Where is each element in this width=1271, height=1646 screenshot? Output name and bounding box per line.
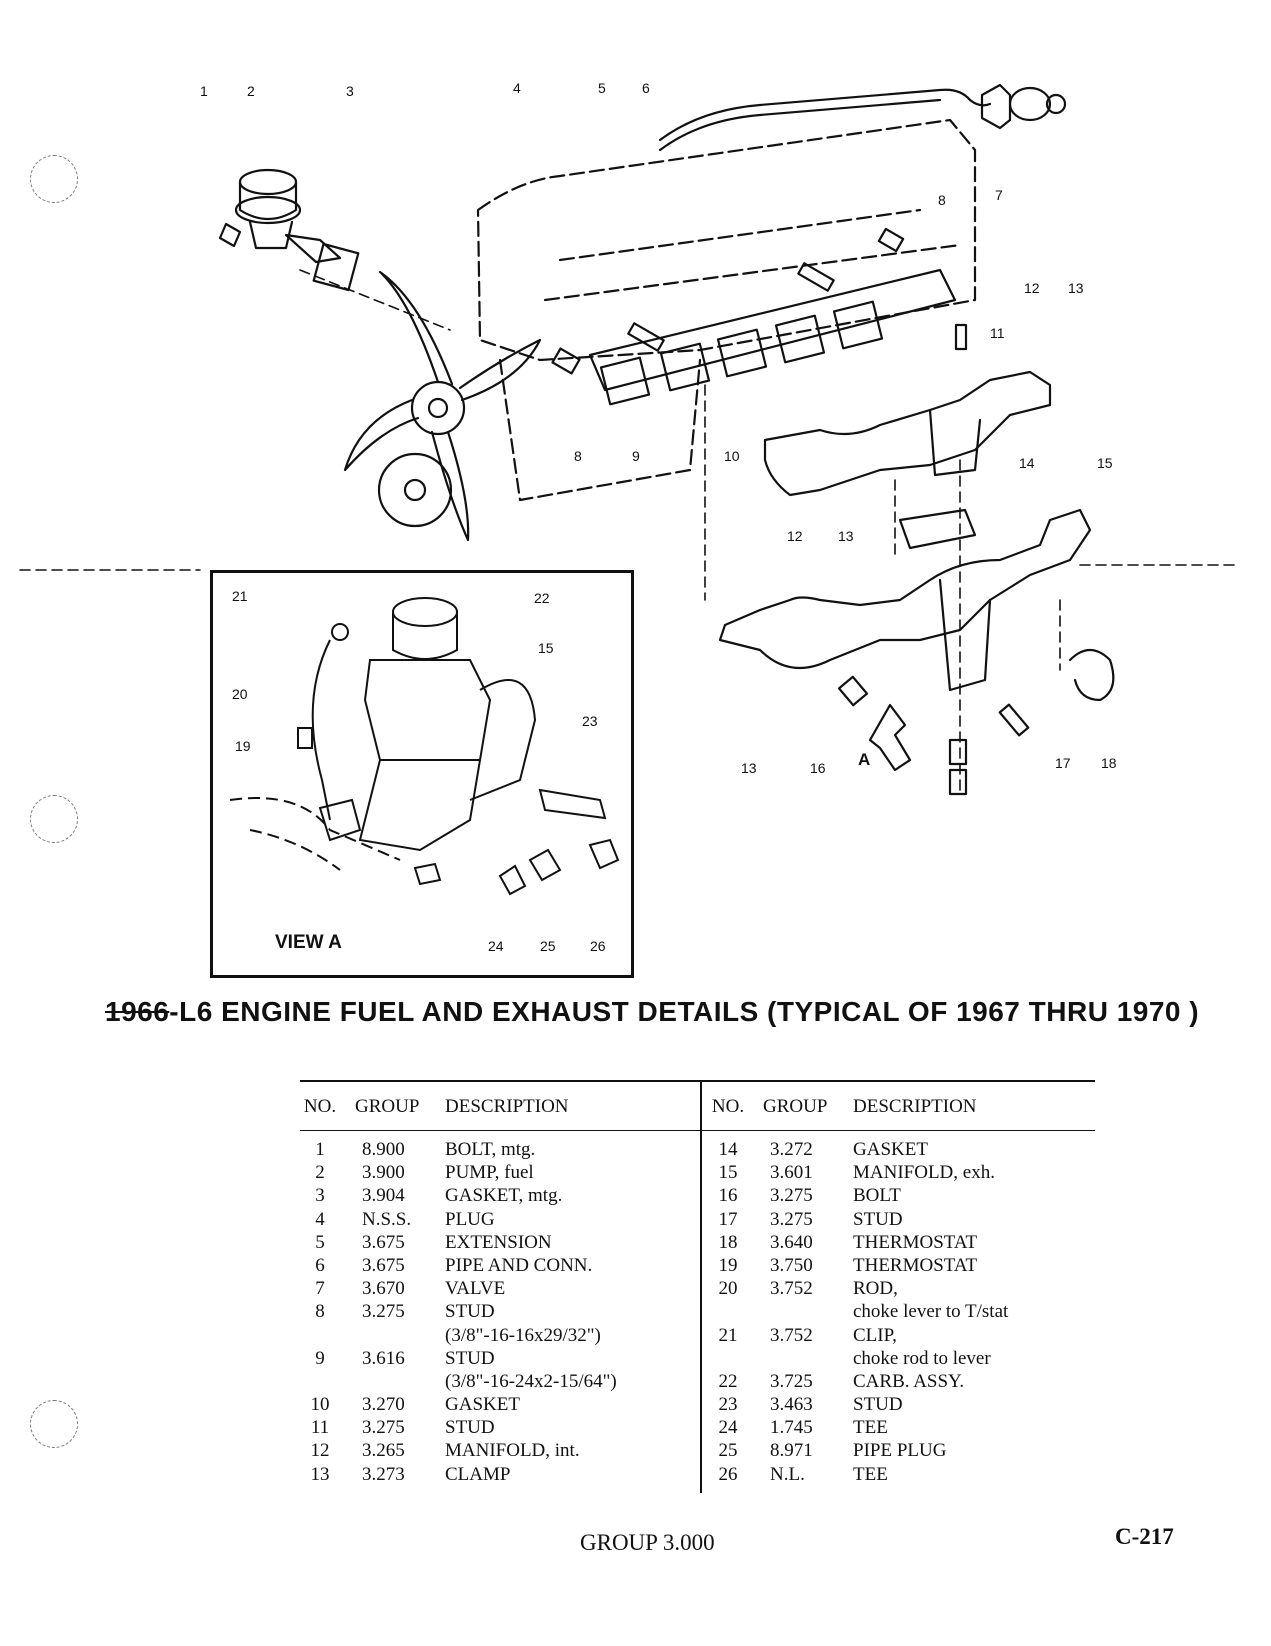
cell-group: 3.272 [770, 1139, 813, 1160]
table-row [708, 1324, 1095, 1347]
intake-manifold-gaskets-drawing [590, 270, 955, 404]
cell-group: 3.616 [362, 1347, 405, 1369]
cell-no: 1 [315, 1139, 325, 1160]
fan-drawing [345, 272, 540, 540]
cell-desc: THERMOSTAT [853, 1254, 978, 1276]
table-header-row [708, 1088, 1095, 1126]
cell-group: 8.900 [362, 1139, 405, 1160]
cell-desc: CARB. ASSY. [853, 1370, 965, 1392]
table-row [708, 1370, 1095, 1393]
table-row [708, 1231, 1095, 1254]
table-row [300, 1347, 695, 1370]
cell-no: 6 [315, 1254, 325, 1276]
parts-column-right [708, 1088, 1095, 1486]
cell-no: 4 [315, 1208, 325, 1230]
cell-no: 26 [718, 1463, 738, 1485]
table-row [300, 1300, 695, 1323]
table-row [708, 1161, 1095, 1184]
table-row [708, 1138, 1095, 1161]
callout-11: 11 [990, 325, 1005, 341]
cell-desc: TEE [853, 1417, 888, 1439]
cell-group: 3.463 [770, 1394, 813, 1416]
cell-desc: EXTENSION [445, 1231, 552, 1253]
cell-desc: choke rod to lever [853, 1347, 991, 1369]
callout-12-top: 12 [1024, 280, 1040, 296]
cell-group: 3.270 [362, 1394, 405, 1416]
header-description: DESCRIPTION [853, 1096, 977, 1117]
callout-19: 19 [235, 738, 251, 754]
cell-no: 20 [718, 1278, 738, 1300]
callout-15: 15 [1097, 455, 1113, 471]
callout-16: 16 [810, 760, 826, 776]
cell-desc: PIPE PLUG [853, 1440, 947, 1462]
header-no: NO. [711, 1096, 745, 1117]
cell-group: 3.275 [770, 1208, 813, 1230]
table-row [300, 1161, 695, 1184]
cell-no: 7 [315, 1278, 325, 1300]
table-row [708, 1347, 1095, 1370]
cell-group: 3.750 [770, 1254, 813, 1276]
fuel-pump-drawing [220, 170, 358, 290]
callout-2: 2 [247, 83, 255, 99]
table-row [300, 1208, 695, 1231]
callout-view-a-arrow: A [858, 750, 871, 769]
table-row [708, 1277, 1095, 1300]
cell-group: 3.752 [770, 1324, 813, 1346]
footer-group-label: GROUP 3.000 [580, 1530, 715, 1555]
table-row [300, 1416, 695, 1439]
cell-desc: BOLT [853, 1185, 901, 1207]
engine-block-drawing [478, 120, 975, 500]
cell-no: 8 [315, 1301, 325, 1323]
valve-drawing [982, 85, 1065, 128]
header-group: GROUP [355, 1096, 420, 1117]
cell-group: 3.275 [362, 1301, 405, 1323]
cell-no: 22 [718, 1370, 738, 1392]
cell-no: 19 [718, 1254, 738, 1276]
cell-group: 3.904 [362, 1185, 405, 1207]
callout-1: 1 [200, 83, 208, 99]
cell-no: 9 [315, 1347, 325, 1369]
callout-22: 22 [534, 590, 550, 606]
cell-desc: TEE [853, 1463, 888, 1485]
callout-25: 25 [540, 938, 556, 954]
table-column-divider [700, 1080, 702, 1493]
cell-no: 3 [315, 1185, 325, 1207]
cell-desc: MANIFOLD, int. [445, 1440, 580, 1462]
callout-8-left: 8 [574, 448, 582, 464]
table-row [300, 1254, 695, 1277]
callout-4: 4 [513, 80, 521, 96]
callout-10: 10 [724, 448, 740, 464]
table-row [300, 1324, 695, 1347]
cell-desc: STUD [445, 1417, 495, 1439]
cell-no: 16 [718, 1185, 738, 1207]
figure-caption [105, 996, 1205, 1028]
table-row [708, 1463, 1095, 1486]
callout-9: 9 [632, 448, 640, 464]
cell-no: 18 [718, 1231, 738, 1253]
callout-8-right: 8 [938, 192, 946, 208]
cell-group: 3.725 [770, 1370, 813, 1392]
cell-desc: (3/8"-16-24x2-15/64") [445, 1370, 617, 1392]
table-row [708, 1254, 1095, 1277]
table-row [708, 1208, 1095, 1231]
table-row [300, 1277, 695, 1300]
callout-20: 20 [232, 686, 248, 702]
cell-no: 11 [310, 1417, 330, 1439]
exhaust-manifold-drawing [720, 510, 1113, 700]
callout-18: 18 [1101, 755, 1117, 771]
cell-desc: STUD [445, 1301, 495, 1323]
table-row [300, 1138, 695, 1161]
callout-24: 24 [488, 938, 504, 954]
cell-group: 3.275 [362, 1417, 405, 1439]
cell-no: 25 [718, 1440, 738, 1462]
cell-group: 3.601 [770, 1162, 813, 1184]
cell-group: 1.745 [770, 1417, 813, 1439]
cell-desc: STUD [853, 1208, 903, 1230]
cell-group: 3.675 [362, 1231, 405, 1253]
table-row [300, 1463, 695, 1486]
table-row [300, 1370, 695, 1393]
cell-desc: STUD [445, 1347, 495, 1369]
callout-13-mid: 13 [838, 528, 854, 544]
parts-column-left [300, 1088, 695, 1486]
cell-group: N.L. [770, 1463, 805, 1485]
cell-no: 21 [718, 1324, 738, 1346]
cell-group: 3.670 [362, 1278, 405, 1300]
header-no: NO. [303, 1096, 337, 1117]
cell-desc: (3/8"-16-16x29/32") [445, 1324, 601, 1346]
callout-13-top: 13 [1068, 280, 1084, 296]
table-row [708, 1439, 1095, 1462]
cell-desc: choke lever to T/stat [853, 1301, 1009, 1323]
callout-13-bottom: 13 [741, 760, 757, 776]
intake-manifold-drawing [765, 372, 1050, 495]
callout-6: 6 [642, 80, 650, 96]
page-number: C-217 [1115, 1524, 1174, 1549]
callout-3: 3 [346, 83, 354, 99]
cell-desc: MANIFOLD, exh. [853, 1162, 995, 1184]
cell-group: 3.273 [362, 1463, 405, 1485]
header-description: DESCRIPTION [445, 1096, 569, 1117]
cell-desc: PLUG [445, 1208, 495, 1230]
cell-no: 24 [718, 1417, 738, 1439]
cell-group: N.S.S. [362, 1208, 412, 1230]
callout-14: 14 [1019, 455, 1035, 471]
cell-no: 14 [718, 1139, 738, 1160]
exhaust-gasket-drawing [900, 510, 975, 548]
table-row [708, 1184, 1095, 1207]
view-a-inset [210, 570, 634, 978]
callout-21: 21 [232, 588, 248, 604]
cell-no: 12 [310, 1440, 330, 1462]
table-row [300, 1184, 695, 1207]
cell-desc: THERMOSTAT [853, 1231, 978, 1253]
header-group: GROUP [763, 1096, 828, 1117]
punch-hole-bottom [30, 1400, 78, 1448]
callout-26: 26 [590, 938, 606, 954]
view-a-label: VIEW A [275, 932, 342, 953]
table-header-row [300, 1088, 695, 1126]
cell-group: 8.971 [770, 1440, 813, 1462]
table-row [708, 1300, 1095, 1323]
cell-group: 3.752 [770, 1278, 813, 1300]
callout-15-view: 15 [538, 640, 554, 656]
cell-no: 23 [718, 1394, 738, 1416]
cell-no: 2 [315, 1162, 325, 1184]
table-row [708, 1393, 1095, 1416]
cell-group: 3.675 [362, 1254, 405, 1276]
cell-group: 3.265 [362, 1440, 405, 1462]
callout-7: 7 [995, 187, 1003, 203]
table-row [300, 1439, 695, 1462]
cell-desc: GASKET, mtg. [445, 1185, 563, 1207]
callout-23: 23 [582, 713, 598, 729]
callout-17: 17 [1055, 755, 1071, 771]
cell-desc: ROD, [853, 1278, 898, 1300]
cell-no: 17 [718, 1208, 738, 1230]
cell-desc: BOLT, mtg. [445, 1139, 536, 1160]
cell-desc: CLIP, [853, 1324, 897, 1346]
cell-group: 3.900 [362, 1162, 405, 1184]
cell-desc: STUD [853, 1394, 903, 1416]
cell-desc: GASKET [853, 1139, 928, 1160]
cell-no: 10 [310, 1394, 330, 1416]
cell-desc: VALVE [445, 1278, 506, 1300]
caption-struck-year: 1966 [105, 996, 170, 1027]
caption-text: -L6 ENGINE FUEL AND EXHAUST DETAILS (TYPICAL OF 1967 THRU 1970 ) [169, 996, 1200, 1027]
table-row [708, 1416, 1095, 1439]
callout-12-bottom: 12 [787, 528, 803, 544]
cell-group: 3.275 [770, 1185, 813, 1207]
cell-no: 5 [315, 1231, 325, 1253]
parts-table [300, 1080, 1095, 1495]
cell-desc: CLAMP [445, 1463, 511, 1485]
cell-no: 15 [718, 1162, 738, 1184]
fuel-pipe-drawing [660, 90, 990, 140]
cell-group: 3.640 [770, 1231, 813, 1253]
cell-no: 13 [310, 1463, 330, 1485]
table-top-rule [300, 1080, 1095, 1082]
cell-desc: PIPE AND CONN. [445, 1254, 593, 1276]
cell-desc: PUMP, fuel [445, 1162, 534, 1184]
cell-desc: GASKET [445, 1394, 520, 1416]
table-row [300, 1393, 695, 1416]
table-row [300, 1231, 695, 1254]
callout-5: 5 [598, 80, 606, 96]
